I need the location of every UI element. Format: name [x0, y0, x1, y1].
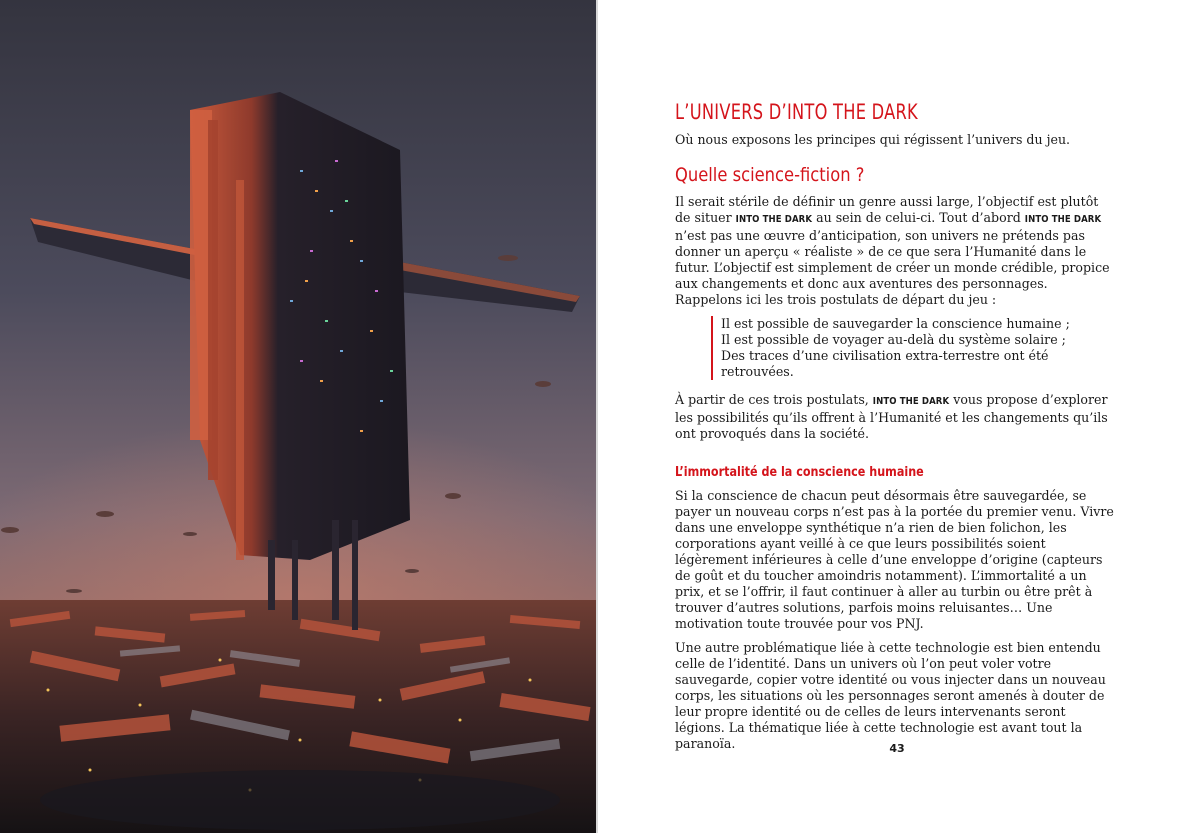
- body-paragraph: Si la conscience de chacun peut désormais être sauvegardée, se payer un nouveau corps n’est pas à la portée du premier venu. Vivre dans une enveloppe synthétique n’a rien de bien folichon, les corporations ayant veillé à ce que leurs possibilités soient légèrement inférieures à celle d’une enveloppe d’origine (capteurs de goût et du toucher amoindris notamment). L’immortalité a un prix, et se l’offrir, il faut continuer à aller au turbin ou être prêt à trouver d’autres solutions, parfois moins reluisantes… Une motivation toute trouvée pour vos PNJ.: [675, 488, 1114, 631]
- brand-name: INTO THE DARK: [1024, 214, 1102, 225]
- section-title: Quelle science-fiction ?: [675, 164, 865, 186]
- illustration-floating-megastructure: [0, 0, 596, 833]
- follow-text-2: vous propose d’explorer les possibilités qu’ils offrent à l’Humanité et les changements qu’ils ont provoqués dans la société.: [675, 392, 1108, 441]
- page-number: 43: [889, 742, 905, 755]
- text-page: [598, 0, 1196, 833]
- intro-text-1: Il serait stérile de définir un genre aussi large, l’objectif est plutôt de situer: [675, 194, 1099, 225]
- chapter-title: L’UNIVERS D’INTO THE DARK: [675, 100, 918, 124]
- follow-paragraph: [675, 392, 1115, 442]
- body-paragraph: Une autre problématique liée à cette technologie est bien entendu celle de l’identité. Dans un univers où l’on peut voler votre sauvegarde, copier votre identité ou vous injecter dans un nouveau corps, les situations où les personnages seront amenés à douter de leur propre identité ou de celles de leurs intervenants seront légions. La thématique liée à cette technologie est avant tout la paranoïa.: [675, 640, 1106, 751]
- subsection-title: L’immortalité de la conscience humaine: [675, 465, 924, 480]
- intro-paragraph: [675, 194, 1115, 308]
- cityscape-artwork: [0, 0, 596, 833]
- postulates-list: [711, 316, 1115, 380]
- intro-text-2: au sein de celui-ci. Tout d’abord: [812, 210, 1025, 225]
- ground-rooftops: [0, 600, 596, 833]
- brand-name: INTO THE DARK: [872, 396, 950, 407]
- intro-text-3: n’est pas une œuvre d’anticipation, son univers ne prétends pas donner un aperçu « réaliste » de ce que sera l’Humanité dans le futur. L’objectif est simplement de créer un monde crédible, propice aux changements et donc aux aventures des personnages. Rappelons ici les trois postulats de départ du jeu :: [675, 228, 1110, 307]
- postulate-item: Il est possible de voyager au-delà du système solaire ;: [721, 332, 1066, 347]
- follow-text-1: À partir de ces trois postulats,: [675, 392, 873, 407]
- page-content: [675, 98, 1115, 760]
- chapter-lede: Où nous exposons les principes qui régissent l’univers du jeu.: [675, 132, 1071, 147]
- postulate-item: Des traces d’une civilisation extra-terrestre ont été retrouvées.: [721, 348, 1049, 379]
- postulate-item: Il est possible de sauvegarder la conscience humaine ;: [721, 316, 1070, 331]
- brand-name: INTO THE DARK: [735, 214, 813, 225]
